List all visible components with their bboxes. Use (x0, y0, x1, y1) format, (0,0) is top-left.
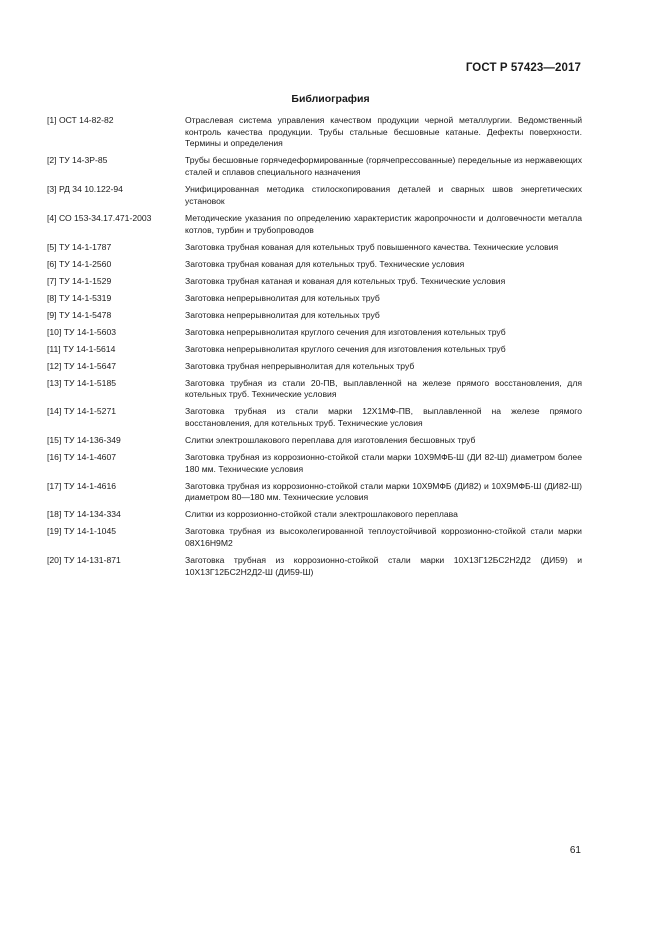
bibliography-entry (47, 327, 582, 339)
bibliography-entry-ref: [8] ТУ 14-1-5319 (47, 292, 112, 303)
bibliography-entry-ref: [17] ТУ 14-1-4616 (47, 480, 116, 491)
section-title: Библиография (291, 93, 370, 105)
bibliography-entry-text: Заготовка непрерывнолитая для котельных труб (185, 309, 380, 320)
bibliography-entry (47, 481, 582, 504)
bibliography-entry (47, 276, 582, 288)
bibliography-entry-ref: [7] ТУ 14-1-1529 (47, 275, 112, 286)
bibliography-entry (47, 526, 582, 549)
bibliography-entry-ref: [5] ТУ 14-1-1787 (47, 241, 112, 252)
document-code: ГОСТ Р 57423—2017 (465, 62, 581, 74)
bibliography-entry (47, 213, 582, 236)
bibliography-entry-text: Заготовка трубная кованая для котельных труб. Технические условия (185, 258, 465, 269)
bibliography-entry-text: Заготовка трубная из стали 20-ПВ, выплавленной на железе прямого восстановления, для котельных труб. Технические условия (185, 377, 582, 400)
bibliography-entry-text: Слитки из коррозионно-стойкой стали электрошлакового переплава (185, 509, 458, 520)
bibliography-entry (47, 435, 582, 447)
bibliography-entry-text: Методические указания по определению характеристик жаропрочности и долговечности металла котлов, турбин и трубопроводов (185, 212, 582, 235)
bibliography-entry-ref: [14] ТУ 14-1-5271 (47, 406, 116, 417)
bibliography-entry (47, 293, 582, 305)
bibliography-entry-ref: [2] ТУ 14-3Р-85 (47, 155, 108, 166)
bibliography-entry-text: Заготовка трубная катаная и кованая для котельных труб. Технические условия (185, 275, 506, 286)
bibliography-entry (47, 184, 582, 207)
bibliography-entry-ref: [20] ТУ 14-131-871 (47, 555, 121, 566)
bibliography-entry-text: Отраслевая система управления качеством продукции черной металлургии. Ведомственный контроль качества продукции. Трубы стальные бесшовные катаные. Дефекты поверхности. Термины и определения (185, 115, 582, 149)
bibliography-entry-text: Слитки электрошлакового переплава для изготовления бесшовных труб (185, 434, 476, 445)
bibliography-entry-text: Трубы бесшовные горячедеформированные (горячепрессованные) передельные из нержавеющих сталей и сплавов специального назначения (185, 155, 582, 178)
bibliography-entry-text: Заготовка непрерывнолитая круглого сечения для изготовления котельных труб (185, 326, 506, 337)
bibliography-entry (47, 115, 582, 150)
page-number: 61 (569, 845, 581, 856)
bibliography-entry-ref: [3] РД 34 10.122-94 (47, 184, 123, 195)
bibliography-entry (47, 555, 582, 578)
bibliography-entry-ref: [19] ТУ 14-1-1045 (47, 526, 116, 537)
bibliography-entry-ref: [9] ТУ 14-1-5478 (47, 309, 112, 320)
bibliography-entry (47, 344, 582, 356)
bibliography-entry-text: Заготовка непрерывнолитая круглого сечения для изготовления котельных труб (185, 343, 506, 354)
bibliography-entry-ref: [6] ТУ 14-1-2560 (47, 258, 112, 269)
bibliography-entry-text: Заготовка трубная непрерывнолитая для котельных труб (185, 360, 415, 371)
bibliography-entry-ref: [16] ТУ 14-1-4607 (47, 451, 116, 462)
bibliography-entry-ref: [11] ТУ 14-1-5614 (47, 343, 116, 354)
bibliography-entry-text: Заготовка трубная кованая для котельных труб повышенного качества. Технические условия (185, 241, 559, 252)
bibliography-entry (47, 361, 582, 373)
bibliography-entry-text: Заготовка трубная из коррозионно-стойкой стали марки 10Х9МФБ (ДИ82) и 10Х9МФБ-Ш (ДИ82-Ш) диаметром 80—180 мм. Технические условия (185, 480, 582, 503)
bibliography-entry-text: Заготовка трубная из стали марки 12Х1МФ-ПВ, выплавленной на железе прямого восстановления, для котельных труб. Технические условия (185, 406, 582, 428)
bibliography-entry-ref: [1] ОСТ 14-82-82 (47, 115, 114, 125)
bibliography-entry-text: Заготовка трубная из коррозионно-стойкой стали марки 10Х13Г12БС2Н2Д2 (ДИ59) и 10Х13Г12БС2Н2Д2-Ш (ДИ59-Ш) (185, 555, 582, 577)
bibliography-entry-ref: [10] ТУ 14-1-5603 (47, 326, 116, 337)
bibliography-entry-ref: [13] ТУ 14-1-5185 (47, 377, 116, 388)
bibliography-entry-ref: [4] СО 153-34.17.471-2003 (47, 212, 152, 223)
bibliography-entry-ref: [18] ТУ 14-134-334 (47, 509, 121, 520)
bibliography-entry (47, 378, 582, 401)
bibliography-entry (47, 406, 582, 429)
bibliography-entry-text: Заготовка трубная из высоколегированной теплоустойчивой коррозионно-стойкой стали марки 08Х16Н9М2 (185, 526, 582, 549)
bibliography-entry-text: Унифицированная методика стилоскопирования деталей и сварных швов энергетических установок (185, 184, 582, 206)
bibliography-entry-ref: [15] ТУ 14-136-349 (47, 434, 121, 445)
bibliography-entry-ref: [12] ТУ 14-1-5647 (47, 360, 116, 371)
bibliography-entry-text: Заготовка непрерывнолитая для котельных труб (185, 292, 380, 303)
bibliography-entry (47, 155, 582, 178)
bibliography-entry (47, 242, 582, 254)
bibliography-entry (47, 259, 582, 271)
bibliography-list (47, 115, 582, 584)
bibliography-entry (47, 452, 582, 475)
bibliography-entry (47, 310, 582, 322)
bibliography-entry-text: Заготовка трубная из коррозионно-стойкой стали марки 10Х9МФБ-Ш (ДИ 82-Ш) диаметром более 180 мм. Технические условия (185, 451, 582, 474)
bibliography-entry (47, 509, 582, 521)
